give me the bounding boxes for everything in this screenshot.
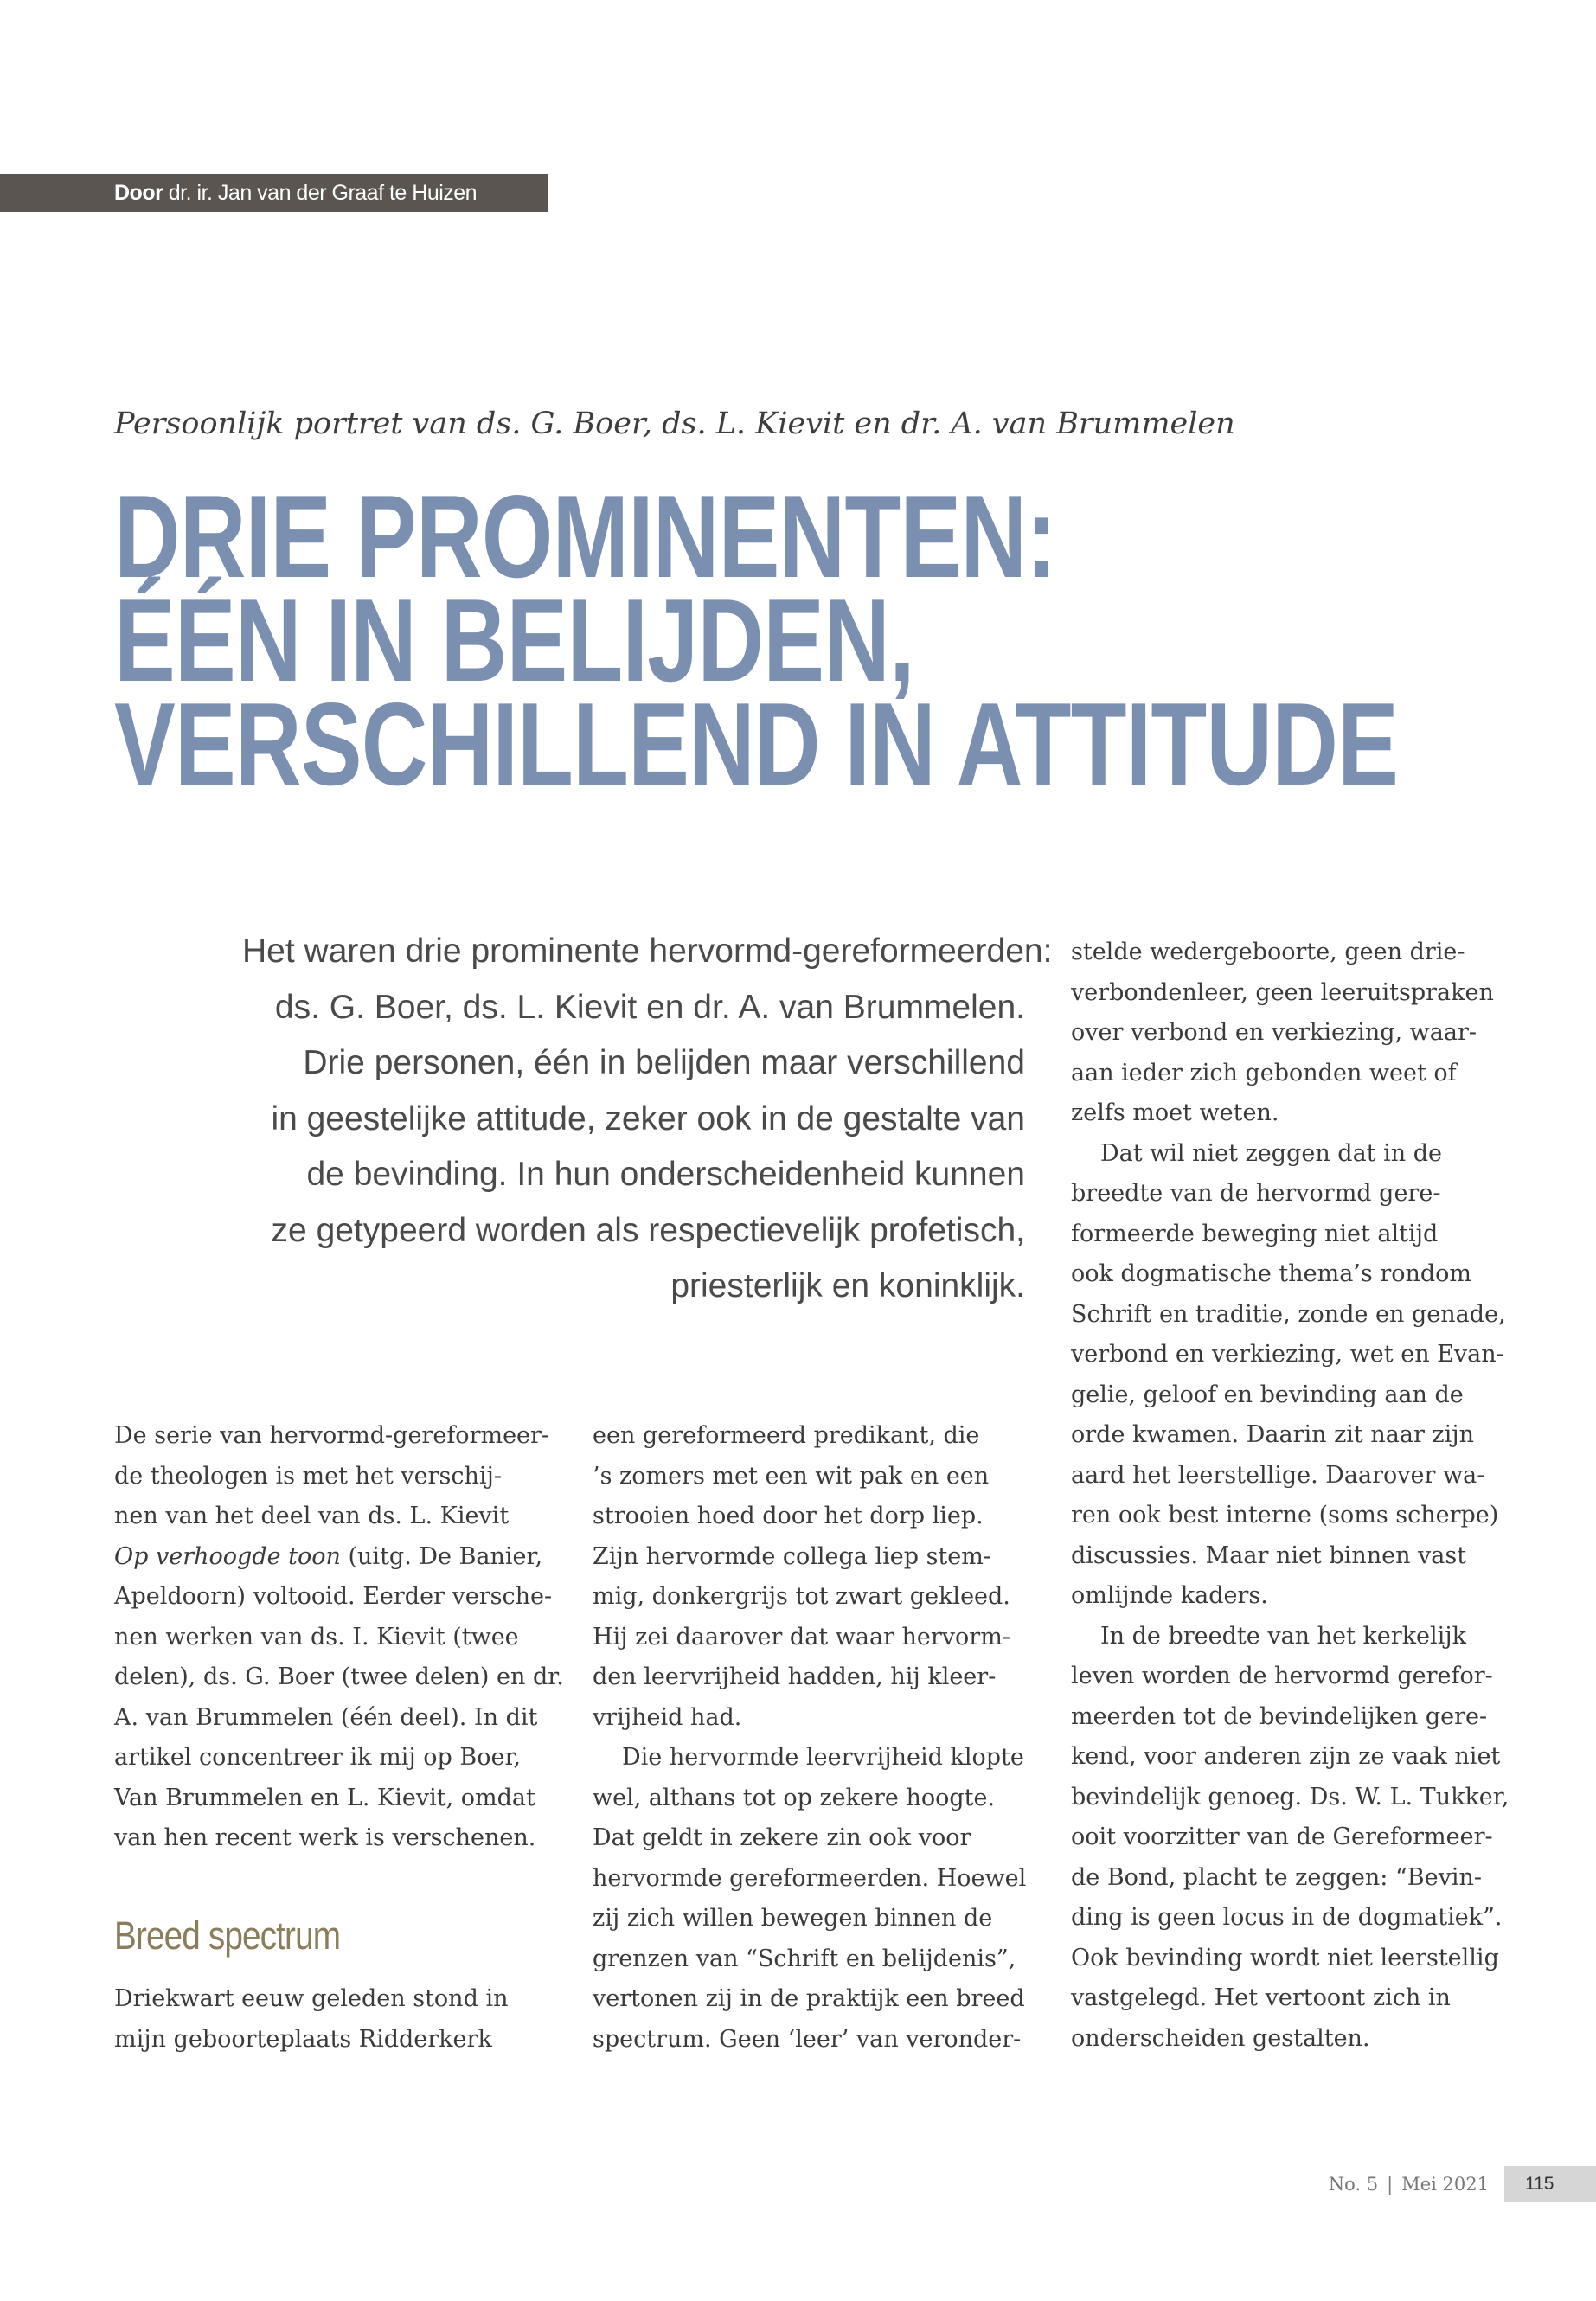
body-line: zij zich willen bewegen binnen de <box>593 1905 993 1932</box>
body-line: delen), ds. G. Boer (twee delen) en dr. <box>114 1663 564 1690</box>
body-line: mig, donkergrijs tot zwart gekleed. <box>593 1583 1010 1610</box>
body-line: vertonen zij in de praktijk een breed <box>593 1985 1025 2012</box>
page-footer <box>1329 2166 1596 2202</box>
body-line: orde kwamen. Daarin zit naar zijn <box>1071 1421 1475 1448</box>
intro-line: priesterlijk en koninklijk. <box>670 1267 1025 1304</box>
section-heading: Breed spectrum <box>114 1913 341 1958</box>
body-line: discussies. Maar niet binnen vast <box>1071 1541 1467 1569</box>
author-prefix: Door <box>114 181 163 205</box>
body-line: bevindelijk genoeg. Ds. W. L. Tukker, <box>1071 1783 1509 1811</box>
body-line: ooit voorzitter van de Gereformeer- <box>1071 1823 1493 1850</box>
body-line: van hen recent werk is verschenen. <box>114 1824 536 1851</box>
body-line: aard het leerstellige. Daarover wa- <box>1071 1461 1485 1489</box>
intro-line: in geestelijke attitude, zeker ook in de gestalte van <box>271 1099 1025 1138</box>
body-line: mijn geboorteplaats Ridderkerk <box>114 2025 492 2053</box>
body-line: De serie van hervormd-gereformeer- <box>114 1422 550 1449</box>
article-subtitle: Persoonlijk portret van ds. G. Boer, ds. L. Kievit en dr. A. van Brummelen <box>114 407 1235 441</box>
body-line: Schrift en traditie, zonde en genade, <box>1071 1300 1506 1328</box>
body-line: Ook bevinding wordt niet leerstellig <box>1071 1944 1499 1971</box>
article-title <box>114 471 1596 810</box>
body-line: Zijn hervormde collega liep stem- <box>593 1542 991 1570</box>
body-line: zelfs moet weten. <box>1071 1099 1279 1126</box>
body-line: ren ook best interne (soms scherpe) <box>1071 1502 1499 1529</box>
body-column-left-continued <box>114 1979 555 2060</box>
body-line: spectrum. Geen ‘leer’ van veronder- <box>593 2025 1022 2053</box>
body-line: de Bond, placht te zeggen: “Bevin- <box>1071 1863 1482 1891</box>
intro-line: Drie personen, één in belijden maar verschillend <box>303 1044 1025 1081</box>
body-line: breedte van de hervormd gere- <box>1071 1180 1441 1207</box>
body-line: onderscheiden gestalten. <box>1071 2024 1370 2052</box>
body-line: meerden tot de bevindelijken gere- <box>1071 1702 1488 1730</box>
body-line: Hij zei daarover dat waar hervorm- <box>593 1623 1010 1650</box>
intro-line: ze getypeerd worden als respectievelijk profetisch, <box>271 1211 1025 1249</box>
footer-date: Mei 2021 <box>1401 2174 1489 2195</box>
body-column-right <box>1071 933 1512 2059</box>
author-name: dr. ir. Jan van der Graaf te Huizen <box>168 181 478 205</box>
body-line: aan ieder zich gebonden weet of <box>1071 1059 1457 1086</box>
body-line: ’s zomers met een wit pak en een <box>593 1462 990 1490</box>
body-line: grenzen van “Schrift en belijdenis”, <box>593 1945 1016 1972</box>
body-line: In de breedte van het kerkelijk <box>1100 1622 1467 1650</box>
body-line: nen werken van ds. I. Kievit (twee <box>114 1623 519 1650</box>
body-line: Driekwart eeuw geleden stond in <box>114 1985 509 2012</box>
body-line: Die hervormde leervrijheid klopte <box>622 1744 1024 1771</box>
body-line: den leervrijheid hadden, hij kleer- <box>593 1663 997 1690</box>
footer-separator: | <box>1387 2174 1394 2195</box>
body-line: strooien hoed door het dorp liep. <box>593 1503 984 1529</box>
body-line: over verbond en verkiezing, waar- <box>1071 1019 1477 1046</box>
intro-line: Het waren drie prominente hervormd-gereformeerden: <box>242 933 1053 970</box>
footer-issue: No. 5 <box>1328 2174 1379 2195</box>
body-line: verbond en verkiezing, wet en Evan- <box>1071 1341 1504 1368</box>
body-line: nen van het deel van ds. L. Kievit <box>114 1503 510 1529</box>
title-line: VERSCHILLEND IN ATTITUDE <box>114 678 1399 810</box>
body-column-middle <box>593 1416 1034 2060</box>
intro-line: de bevinding. In hun onderscheidenheid kunnen <box>306 1156 1025 1193</box>
body-line: Dat wil niet zeggen dat in de <box>1100 1139 1442 1167</box>
body-line: ook dogmatische thema’s rondom <box>1071 1260 1472 1287</box>
body-line: hervormde gereformeerden. Hoewel <box>593 1864 1027 1892</box>
body-line: Dat geldt in zekere zin ook voor <box>593 1824 971 1851</box>
body-line: stelde wedergeboorte, geen drie- <box>1071 939 1465 965</box>
body-line: een gereformeerd predikant, die <box>593 1422 980 1449</box>
body-column-left <box>114 1416 564 1859</box>
body-line: Apeldoorn) voltooid. Eerder versche- <box>114 1583 553 1610</box>
body-line: kend, voor anderen zijn ze vaak niet <box>1071 1743 1501 1770</box>
title-line: DRIE PROMINENTEN: <box>114 471 1056 602</box>
body-line: formeerde beweging niet altijd <box>1071 1220 1439 1247</box>
body-text: (uitg. De Banier, <box>340 1542 543 1570</box>
intro-paragraph <box>242 924 1053 1315</box>
footer-issue-info <box>1329 2174 1489 2195</box>
body-line: vrijheid had. <box>593 1703 742 1731</box>
body-line: omlijnde kaders. <box>1071 1582 1268 1609</box>
body-line: Van Brummelen en L. Kievit, omdat <box>114 1784 535 1811</box>
body-line: verbondenleer, geen leeruitspraken <box>1071 978 1494 1006</box>
author-bar <box>0 174 548 212</box>
page-number: 115 <box>1504 2166 1596 2202</box>
body-line: gelie, geloof en bevinding aan de <box>1071 1381 1464 1408</box>
body-line <box>114 1537 555 1578</box>
body-line: de theologen is met het verschij- <box>114 1462 502 1490</box>
body-line: artikel concentreer ik mij op Boer, <box>114 1744 521 1771</box>
title-line: ÉÉN IN BELIJDEN, <box>114 574 914 706</box>
body-line: vastgelegd. Het vertoont zich in <box>1071 1984 1451 2011</box>
intro-line: ds. G. Boer, ds. L. Kievit en dr. A. van Brummelen. <box>274 988 1025 1026</box>
body-line: wel, althans tot op zekere hoogte. <box>593 1784 996 1811</box>
body-line: leven worden de hervormd gerefor- <box>1071 1663 1493 1689</box>
body-line: A. van Brummelen (één deel). In dit <box>114 1703 538 1731</box>
body-line: ding is geen locus in de dogmatiek”. <box>1071 1904 1503 1931</box>
book-title: Op verhoogde toon <box>114 1542 341 1570</box>
